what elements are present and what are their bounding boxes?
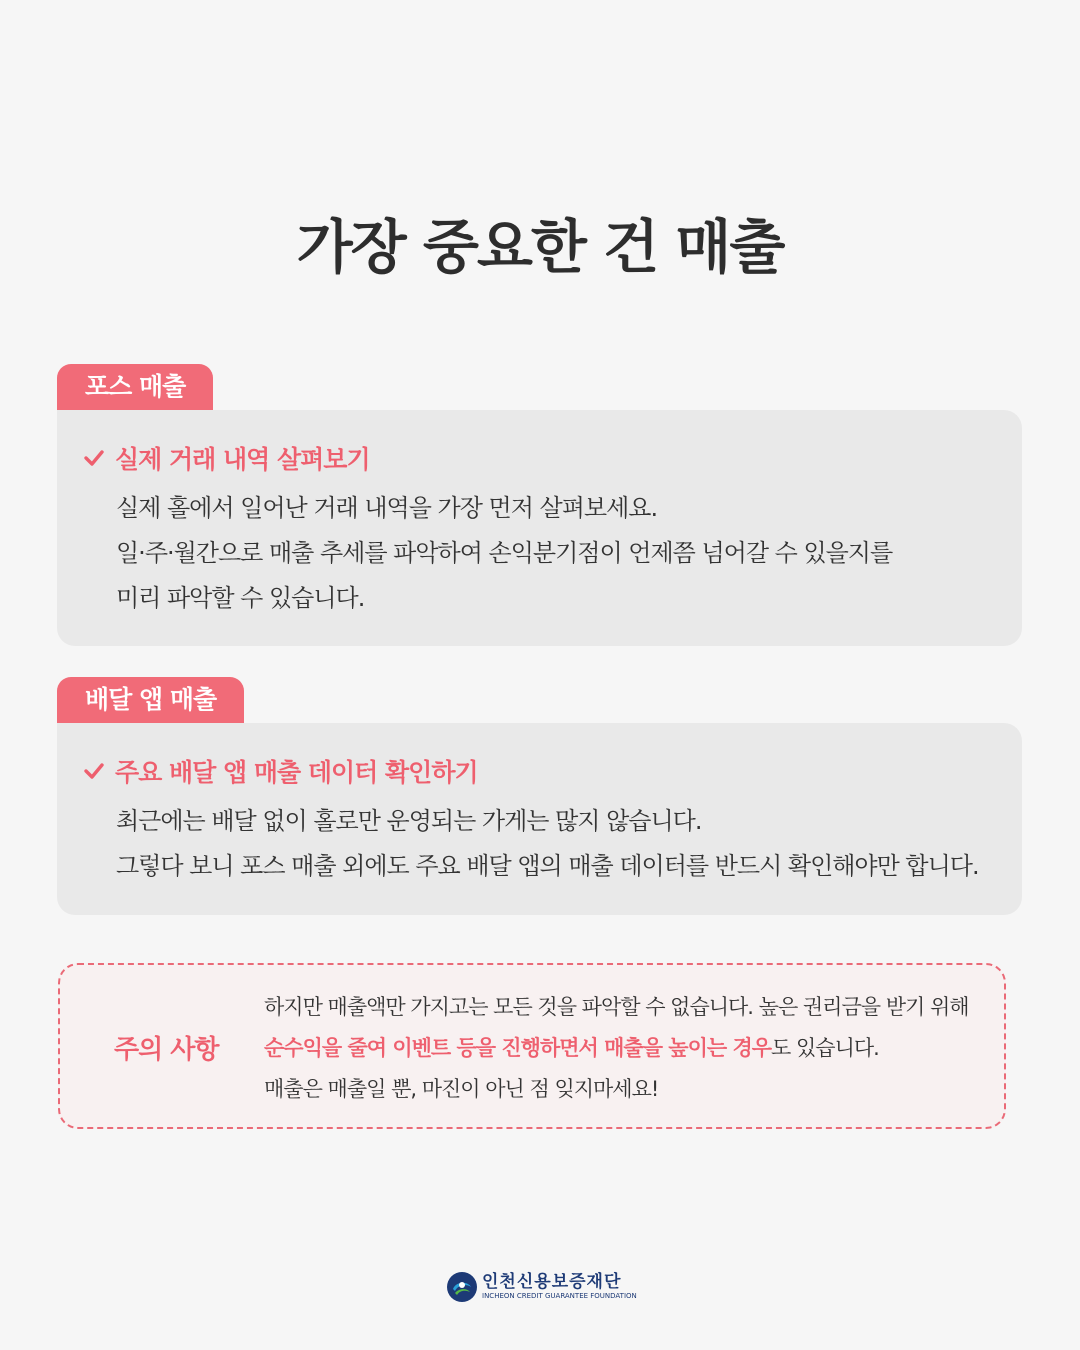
card-heading	[83, 753, 478, 789]
card-body-line: 그렇다 보니 포스 매출 외에도 주요 배달 앱의 매출 데이터를 반드시 확인해야만 합니다.	[116, 852, 979, 880]
caution-body	[264, 987, 969, 1110]
logo-name-english: INCHEON CREDIT GUARANTEE FOUNDATION	[482, 1292, 637, 1300]
check-icon	[83, 760, 105, 782]
logo-text	[482, 1273, 637, 1301]
card-body-line: 최근에는 배달 없이 홀로만 운영되는 가게는 많지 않습니다.	[116, 807, 702, 835]
check-icon	[83, 447, 105, 469]
page-title: 가장 중요한 건 매출	[296, 213, 784, 281]
caution-line: 하지만 매출액만 가지고는 모든 것을 파악할 수 없습니다. 높은 권리금을 받기 위해	[264, 995, 969, 1019]
card-delivery-app-sales	[57, 723, 1022, 915]
tab-pos-sales: 포스 매출	[57, 364, 213, 410]
caution-box	[58, 963, 1006, 1129]
logo-name-korean: 인천신용보증재단	[482, 1272, 622, 1292]
foundation-logo-icon	[446, 1271, 478, 1303]
card-body-line: 실제 홀에서 일어난 거래 내역을 가장 먼저 살펴보세요.	[116, 494, 658, 522]
caution-line	[264, 1028, 969, 1069]
footer-logo	[446, 1271, 637, 1303]
tab-delivery-app-sales: 배달 앱 매출	[57, 677, 244, 723]
card-body-line: 미리 파악할 수 있습니다.	[116, 584, 365, 612]
caution-highlight: 순수익을 줄여 이벤트 등을 진행하면서 매출을 높이는 경우	[264, 1036, 772, 1060]
caution-line: 매출은 매출일 뿐, 마진이 아닌 점 잊지마세요!	[264, 1077, 659, 1101]
caution-line-rest: 도 있습니다.	[771, 1036, 879, 1060]
card-heading-text: 주요 배달 앱 매출 데이터 확인하기	[115, 758, 478, 787]
card-body	[116, 486, 892, 621]
card-heading-text: 실제 거래 내역 살펴보기	[115, 445, 370, 474]
card-body	[116, 799, 979, 889]
card-body-line: 일·주·월간으로 매출 추세를 파악하여 손익분기점이 언제쯤 넘어갈 수 있을지를	[116, 539, 893, 567]
card-pos-sales	[57, 410, 1022, 646]
card-heading	[83, 440, 370, 476]
caution-label: 주의 사항	[114, 1035, 219, 1065]
